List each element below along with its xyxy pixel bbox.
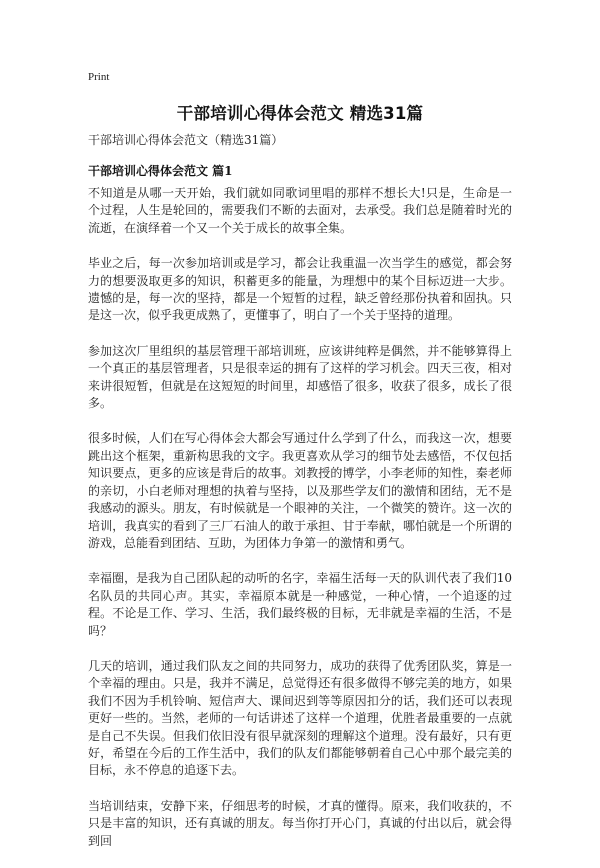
document-title: 干部培训心得体会范文 精选31篇: [176, 104, 424, 123]
paragraph-7: 当培训结束，安静下来，仔细思考的时候，才真的懂得。原来，我们收获的，不只是丰富的知识，还有真诚的朋友。每当你打开心门，真诚的付出以后，就会得到回: [88, 798, 512, 848]
section-heading: 干部培训心得体会范文 篇1: [88, 164, 233, 178]
paragraph-2: 毕业之后，每一次参加培训或是学习，都会让我重温一次当学生的感觉，都会努力的想要汲取更多的知识，积蓄更多的能量，为理想中的某个目标迈进一大步。遗憾的是，每一次的坚持，都是一个短暂的过程，缺乏曾经那份执着和固执。只是这一次，似乎我更成熟了，更懂事了，明白了一个关于坚持的道理。: [88, 256, 512, 323]
paragraph-4: 很多时候，人们在写心得体会大都会写通过什么学到了什么，而我这一次，想要跳出这个框架，重新构思我的文字。我更喜欢从学习的细节处去感悟，不仅包括知识要点，更多的应该是背后的故事。刘教授的博学，小李老师的知性，秦老师的亲切，小白老师对理想的执着与坚持，以及那些学友们的激情和团结，无不是我感动的源头。朋友，有时候就是一个眼神的关注，一个微笑的赞许。这一次的培训，我真实的看到了三厂石油人的敢于承担、甘于奉献，哪怕就是一个所谓的游戏，总能看到团结、互助，为团体力争第一的激情和勇气。: [88, 431, 512, 550]
paragraph-3: 参加这次厂里组织的基层管理干部培训班，应该讲纯粹是偶然，并不能够算得上一个真正的基层管理者，只是很幸运的拥有了这样的学习机会。四天三夜，相对来讲很短暂，但就是在这短短的时间里，却感悟了很多，收获了很多，成长了很多。: [88, 343, 512, 411]
document-subtitle: 干部培训心得体会范文（精选31篇）: [88, 133, 284, 147]
print-link[interactable]: Print: [88, 71, 110, 83]
paragraph-6: 几天的培训，通过我们队友之间的共同努力，成功的获得了优秀团队奖，算是一个幸福的理由。只是，我并不满足，总觉得还有很多做得不够完美的地方，如果我们不因为手机铃响、短信声大、课间迟到等等原因扣分的话，我们还可以表现更好一些的。当然，老师的一句话讲述了这样一个道理，优胜者最重要的一点就是自己不失误。但我们依旧没有很早就深刻的理解这个道理。没有最好，只有更好，希望在今后的工作生活中，我们的队友们都能够朝着自己心中那个最完美的目标，永不停息的追逐下去。: [88, 658, 512, 778]
paragraph-1: 不知道是从哪一天开始，我们就如同歌词里唱的那样不想长大!只是，生命是一个过程，人生是轮回的，需要我们不断的去面对，去承受。我们总是随着时光的流逝，在演绎着一个又一个关于成长的故事全集。: [88, 186, 512, 235]
paragraph-5: 幸福圈，是我为自己团队起的动听的名字，幸福生活每一天的队训代表了我们10名队员的共同心声。其实，幸福原本就是一种感觉，一种心情，一个追逐的过程。不论是工作、学习、生活，我们最终极的目标，无非就是幸福的生活，不是吗？: [88, 571, 512, 638]
article-body: [88, 185, 512, 868]
